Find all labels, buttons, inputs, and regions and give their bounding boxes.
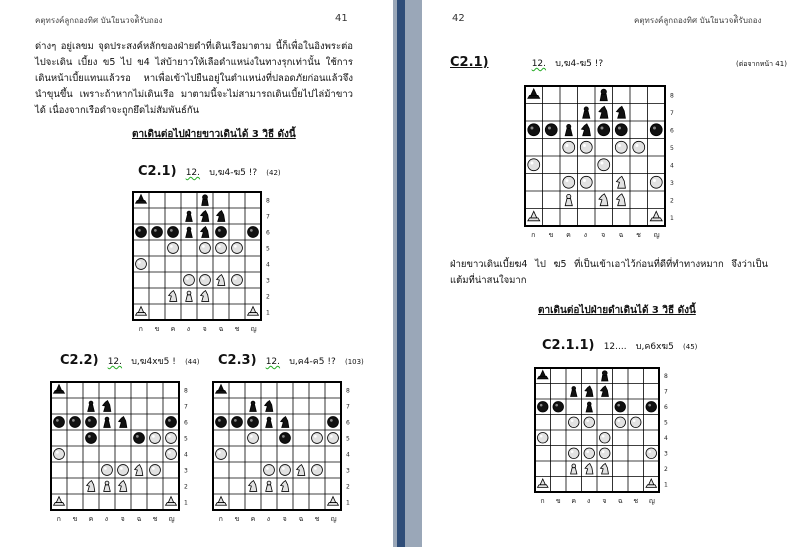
- file-label: ค: [571, 497, 577, 505]
- black-pawn-icon: [280, 433, 291, 444]
- black-pawn-icon: [216, 417, 227, 428]
- black-pawn-icon: [232, 417, 243, 428]
- rank-label: 6: [346, 419, 350, 427]
- white-pawn-icon: [568, 417, 579, 428]
- caption-move: บ,ฆ4-ฆ5 !?: [209, 168, 258, 178]
- rank-label: 6: [664, 404, 668, 412]
- rank-label: 5: [346, 435, 350, 443]
- caption-move-number: 12.: [107, 357, 123, 367]
- file-label: ข: [72, 515, 78, 523]
- white-pawn-icon: [136, 259, 147, 270]
- black-pawn-icon: [134, 433, 145, 444]
- file-label: ฉ: [617, 497, 623, 505]
- white-pawn-icon: [280, 465, 291, 476]
- black-pawn-icon: [328, 417, 339, 428]
- white-pawn-icon: [312, 433, 323, 444]
- file-label: จ: [202, 325, 207, 333]
- rank-label: 3: [266, 277, 270, 285]
- white-pawn-icon: [312, 465, 323, 476]
- file-label: ญ: [653, 231, 660, 239]
- rank-label: 5: [184, 435, 188, 443]
- white-pawn-icon: [599, 432, 610, 443]
- rank-label: 7: [664, 388, 668, 396]
- rank-label: 8: [664, 373, 668, 381]
- file-label: ก: [138, 325, 143, 333]
- file-label: ญ: [168, 515, 175, 523]
- file-label: ง: [586, 497, 591, 505]
- rank-label: 1: [664, 481, 668, 489]
- rank-label: 5: [266, 245, 270, 253]
- white-pawn-icon: [584, 417, 595, 428]
- black-pawn-icon: [248, 227, 259, 238]
- white-pawn-icon: [528, 159, 540, 171]
- document-page-41: [0, 0, 393, 547]
- file-label: ข: [555, 497, 561, 505]
- rank-label: 3: [346, 467, 350, 475]
- caption-id: C2.2): [60, 353, 99, 368]
- rank-label: 6: [670, 127, 674, 135]
- file-label: ญ: [330, 515, 337, 523]
- file-label: ค: [566, 231, 571, 239]
- rank-label: 1: [184, 499, 188, 507]
- black-pawn-icon: [166, 417, 177, 428]
- body-paragraph: ด่างๆ อยู่เลขม จุดประสงค์หลักของฝ่ายดำที่เดินเรือมาตาม นี้ก็เพื่อในอิงพระต่อไปจะเดิน เบี้ยง ข5 ไป ข4 ไส่บ้ายาวให้เลือดำแหน่งในทางรุกเท่านั้น ใช้การเดินหน้าเบี้ยแทนแล้วรอ หาเพื่อเข้าไปยืนอยู่ในตำแหน่งที่ปลอดภัยก่อนแล้วจึงนำขุนขึ้น เพราะถ้าหากไม่เดินเรือ มาตามนี้จะไม่สามารถเดินเบี้ยไปไล่ม้าขาวได้ เนื่องจากเรือดำจะถูกยึดไม่สัมพันธ์กัน: [35, 41, 353, 116]
- file-label: ง: [104, 515, 109, 523]
- black-pawn-icon: [152, 227, 163, 238]
- black-pawn-icon: [545, 124, 557, 136]
- file-label: ฉ: [618, 231, 624, 239]
- white-pawn-icon: [102, 465, 113, 476]
- board-c2-1-1: [535, 368, 685, 518]
- black-pawn-icon: [70, 417, 81, 428]
- white-pawn-icon: [598, 159, 610, 171]
- file-label: ก: [218, 515, 223, 523]
- white-pawn-icon: [615, 141, 627, 153]
- file-label: จ: [602, 497, 607, 505]
- rank-label: 2: [266, 293, 270, 301]
- rank-label: 3: [184, 467, 188, 475]
- file-label: ก: [540, 497, 545, 505]
- file-label: ง: [266, 515, 271, 523]
- black-pawn-icon: [598, 124, 610, 136]
- diagram-caption-c2-3: [218, 353, 364, 368]
- rank-label: 2: [346, 483, 350, 491]
- file-label: ข: [154, 325, 160, 333]
- rank-label: 2: [670, 197, 674, 205]
- diagram-caption-c2-1: [138, 164, 281, 179]
- white-pawn-icon: [150, 465, 161, 476]
- rank-label: 4: [346, 451, 350, 459]
- rank-label: 1: [266, 309, 270, 317]
- rank-label: 4: [670, 162, 674, 170]
- black-pawn-icon: [54, 417, 65, 428]
- caption-move-number: 12.: [185, 168, 201, 178]
- white-pawn-icon: [584, 448, 595, 459]
- rank-label: 7: [670, 109, 674, 117]
- caption-move: บ,ค6xฆ5: [635, 342, 674, 352]
- caption-move-number: 12.: [531, 59, 547, 69]
- rank-label: 6: [266, 229, 270, 237]
- rank-label: 1: [670, 214, 674, 222]
- white-pawn-icon: [599, 448, 610, 459]
- board-c2-3: [213, 382, 353, 522]
- rank-label: 7: [346, 403, 350, 411]
- file-label: จ: [120, 515, 125, 523]
- diagram-caption-c2-2: [60, 353, 199, 368]
- file-label: ก: [531, 231, 536, 239]
- black-pawn-icon: [615, 124, 627, 136]
- file-label: ฉ: [136, 515, 142, 523]
- white-pawn-icon: [580, 176, 592, 188]
- body-paragraph: ฝ่ายขาวเดินเบี้ยฆ4 ไป ฆ5 ที่เป็นเข้าเอาไว้ก่อนที่ดีที่ทำทางหมาก จึงว่าเป็น แต้มที่น่าสนใจมาก: [450, 259, 768, 286]
- diagram-caption-c2-1-1: [542, 338, 697, 353]
- file-label: ช: [314, 515, 320, 523]
- black-pawn-icon: [537, 401, 548, 412]
- rank-label: 8: [346, 387, 350, 395]
- white-pawn-icon: [248, 433, 259, 444]
- file-label: ค: [88, 515, 94, 523]
- white-pawn-icon: [216, 449, 227, 460]
- white-pawn-icon: [54, 449, 65, 460]
- black-pawn-icon: [216, 227, 227, 238]
- rank-label: 1: [346, 499, 350, 507]
- white-pawn-icon: [150, 433, 161, 444]
- black-pawn-icon: [168, 227, 179, 238]
- page-number: 41: [335, 13, 348, 24]
- white-pawn-icon: [264, 465, 275, 476]
- white-pawn-icon: [184, 275, 195, 286]
- black-pawn-icon: [86, 433, 97, 444]
- white-pawn-icon: [633, 141, 645, 153]
- white-pawn-icon: [166, 449, 177, 460]
- caption-move-number: 12.: [265, 357, 281, 367]
- black-pawn-icon: [553, 401, 564, 412]
- rank-label: 8: [670, 92, 674, 100]
- running-header: คตุทรงค์ลูกถองทิศ บันใยนวจต้ิรับถอง: [634, 16, 762, 25]
- running-header: คตุทรงค์ลูกถองทิศ บันใยนวจต้ิรับถอง: [35, 16, 163, 25]
- rank-label: 4: [664, 435, 668, 443]
- caption-id: C2.3): [218, 353, 257, 368]
- white-pawn-icon: [232, 275, 243, 286]
- black-pawn-icon: [646, 401, 657, 412]
- file-label: จ: [282, 515, 287, 523]
- rank-label: 5: [670, 144, 674, 152]
- file-label: ง: [186, 325, 191, 333]
- rank-label: 3: [670, 179, 674, 187]
- caption-move: บ,ค4-ค5 !?: [289, 357, 336, 367]
- board-c2-1-right: [525, 86, 675, 239]
- file-label: ฉ: [298, 515, 304, 523]
- rank-label: 7: [266, 213, 270, 221]
- black-ma-icon: [202, 195, 209, 206]
- white-pawn-icon: [232, 243, 243, 254]
- file-label: ญ: [648, 497, 655, 505]
- file-label: ญ: [250, 325, 257, 333]
- black-pawn-icon: [86, 417, 97, 428]
- board-c2-2: [51, 382, 191, 522]
- rank-label: 8: [266, 197, 270, 205]
- white-pawn-icon: [537, 432, 548, 443]
- white-pawn-icon: [580, 141, 592, 153]
- caption-move: บ,ฆ4xข5 !: [131, 357, 176, 367]
- rank-label: 7: [184, 403, 188, 411]
- rank-label: 4: [266, 261, 270, 269]
- file-label: ฉ: [218, 325, 224, 333]
- black-ma-icon: [600, 89, 607, 101]
- file-label: ค: [250, 515, 256, 523]
- caption-reference: (45): [683, 343, 698, 351]
- white-pawn-icon: [166, 433, 177, 444]
- black-pawn-icon: [248, 417, 259, 428]
- black-ma-icon: [602, 371, 608, 381]
- white-pawn-icon: [615, 417, 626, 428]
- caption-id: C2.1): [138, 164, 177, 179]
- file-label: ช: [152, 515, 158, 523]
- black-pawn-icon: [528, 124, 540, 136]
- board-c2-1-left: [133, 192, 273, 332]
- white-pawn-icon: [168, 243, 179, 254]
- rank-label: 6: [184, 419, 188, 427]
- black-pawn-icon: [136, 227, 147, 238]
- white-pawn-icon: [216, 243, 227, 254]
- rank-label: 4: [184, 451, 188, 459]
- section-heading: ตาเดินต่อไปฝ่ายขาวเดินได้ 3 วิธี ดังนี้: [132, 129, 296, 140]
- white-pawn-icon: [568, 448, 579, 459]
- white-pawn-icon: [630, 417, 641, 428]
- caption-reference: (103): [344, 358, 364, 366]
- file-label: ง: [583, 231, 588, 239]
- file-label: ก: [56, 515, 61, 523]
- caption-reference: (ต่อจากหน้า 41): [736, 60, 787, 68]
- section-heading: ตาเดินต่อไปฝ่ายดำเดินได้ 3 วิธี ดังนี้: [538, 305, 696, 316]
- rank-label: 5: [664, 419, 668, 427]
- diagram-caption-c2-1: [450, 55, 787, 70]
- black-pawn-icon: [615, 401, 626, 412]
- caption-move-number: 12....: [603, 342, 627, 352]
- rank-label: 2: [184, 483, 188, 491]
- rank-label: 3: [664, 450, 668, 458]
- black-king-icon: [586, 402, 592, 412]
- caption-reference: (42): [266, 169, 281, 177]
- file-label: ช: [636, 231, 641, 239]
- file-label: ค: [170, 325, 176, 333]
- white-pawn-icon: [200, 243, 211, 254]
- file-label: จ: [601, 231, 606, 239]
- caption-id: C2.1): [450, 55, 489, 70]
- white-pawn-icon: [563, 141, 575, 153]
- white-pawn-icon: [563, 176, 575, 188]
- file-label: ข: [548, 231, 554, 239]
- white-pawn-icon: [328, 433, 339, 444]
- page-gutter-shadow: [397, 0, 405, 547]
- black-pawn-icon: [650, 124, 662, 136]
- white-pawn-icon: [650, 176, 662, 188]
- rank-label: 2: [664, 466, 668, 474]
- black-king-icon: [571, 387, 577, 397]
- file-label: ช: [633, 497, 639, 505]
- document-page-42: [422, 0, 802, 547]
- white-pawn-icon: [200, 275, 211, 286]
- caption-reference: (44): [185, 358, 200, 366]
- white-pawn-icon: [118, 465, 129, 476]
- white-king-icon: [571, 464, 577, 474]
- page-number: 42: [452, 13, 465, 24]
- caption-move: บ,ฆ4-ฆ5 !?: [555, 59, 604, 69]
- white-pawn-icon: [646, 448, 657, 459]
- rank-label: 8: [184, 387, 188, 395]
- file-label: ช: [234, 325, 240, 333]
- file-label: ข: [234, 515, 240, 523]
- caption-id: C2.1.1): [542, 338, 595, 353]
